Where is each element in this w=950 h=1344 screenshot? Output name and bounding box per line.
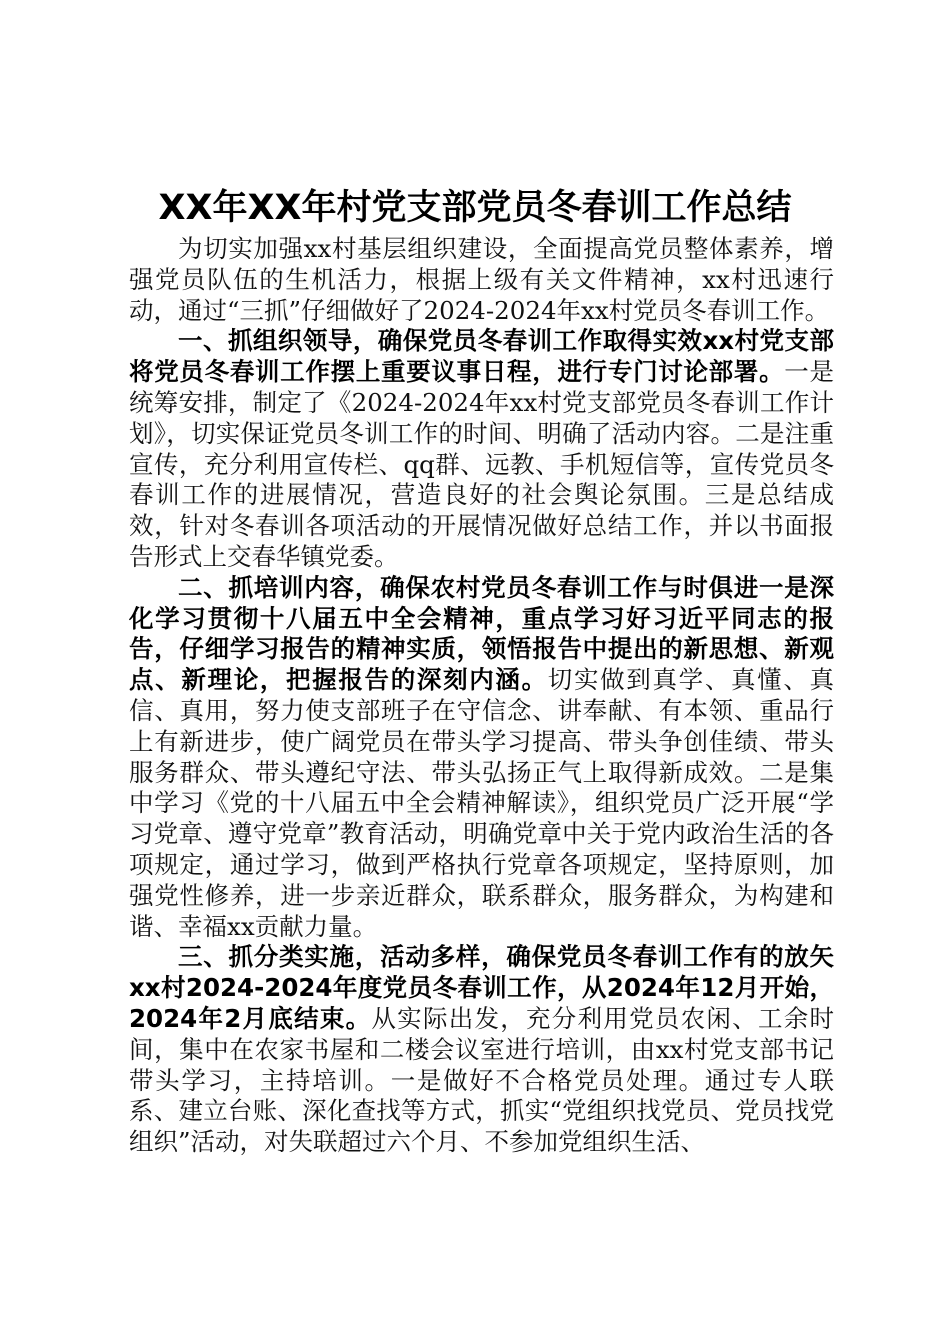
section-3-body: 从实际出发，充分利用党员农闲、工余时间，集中在农家书屋和二楼会议室进行培训，由xx村党支部书记带头学习，主持培训。一是做好不合格党员处理。通过专人联系、建立台账、深化查找等方式，抓实“党组织找党员、党员找党组织”活动，对失联超过六个月、不参加党组织生活、: [129, 1003, 834, 1157]
section-1-heading: 一、抓组织领导，确保党员冬春训工作取得实效xx村党支部将党员冬春训工作摆上重要议事日程，进行专门讨论部署。: [129, 326, 834, 387]
section-3-paragraph: [129, 942, 834, 1158]
section-1-body: 一是统筹安排，制定了《2024-2024年xx村党支部党员冬春训工作计划》，切实保证党员冬训工作的时间、明确了活动内容。二是注重宣传，充分利用宣传栏、qq群、远教、手机短信等，宣传党员冬春训工作的进展情况，营造良好的社会舆论氛围。三是总结成效，针对冬春训各项活动的开展情况做好总结工作，并以书面报告形式上交春华镇党委。: [129, 357, 835, 571]
section-1-paragraph: [129, 326, 834, 572]
section-2-heading: 二、抓培训内容，确保农村党员冬春训工作与时俱进一是深化学习贯彻十八届五中全会精神，重点学习好习近平同志的报告，仔细学习报告的精神实质，领悟报告中提出的新思想、新观点、新理论，把握报告的深刻内涵。: [129, 572, 834, 695]
document-body: [129, 234, 834, 1158]
section-3-heading: 三、抓分类实施，活动多样，确保党员冬春训工作有的放矢xx村2024-2024年度党员冬春训工作，从2024年12月开始，2024年2月底结束。: [129, 942, 834, 1033]
section-2-body: 切实做到真学、真懂、真信、真用，努力使支部班子在守信念、讲奉献、有本领、重品行上有新进步，使广阔党员在带头学习提高、带头争创佳绩、带头服务群众、带头遵纪守法、带头弘扬正气上取得新成效。二是集中学习《党的十八届五中全会精神解读》，组织党员广泛开展“学习党章、遵守党章”教育活动，明确党章中关于党内政治生活的各项规定，通过学习，做到严格执行党章各项规定，坚持原则，加强党性修养，进一步亲近群众，联系群众，服务群众，为构建和谐、幸福xx贡献力量。: [129, 665, 835, 941]
intro-paragraph: 为切实加强xx村基层组织建设，全面提高党员整体素养，增强党员队伍的生机活力，根据上级有关文件精神，xx村迅速行动，通过“三抓”仔细做好了2024-2024年xx村党员冬春训工作。: [129, 234, 834, 325]
document-title: XX年XX年村党支部党员冬春训工作总结: [158, 188, 792, 228]
section-2-paragraph: [129, 573, 834, 943]
